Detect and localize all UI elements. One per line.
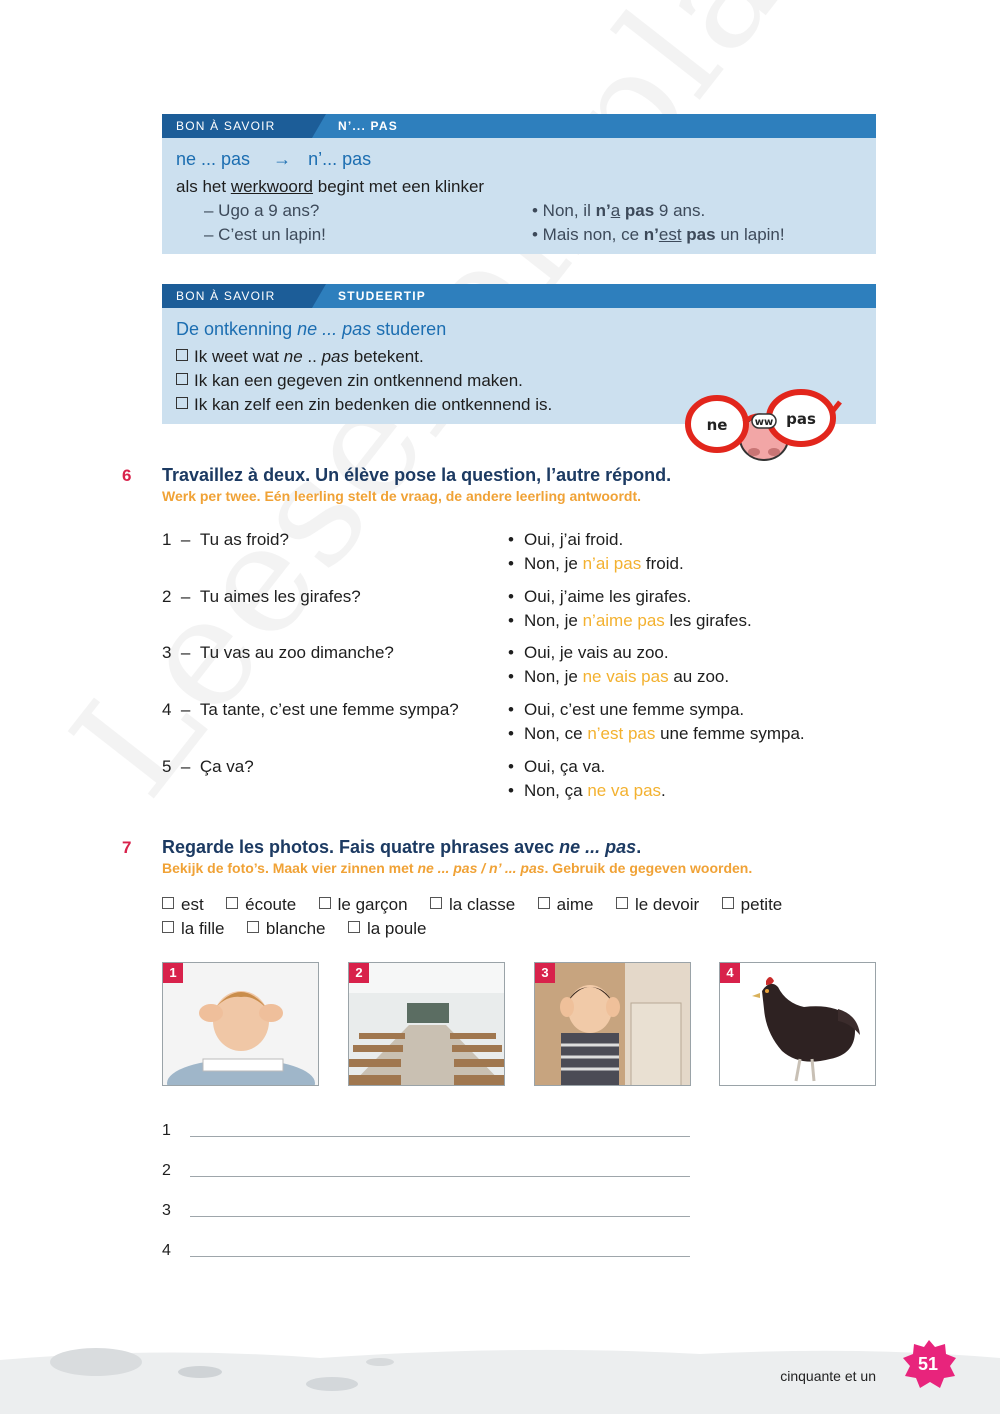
exercise-subtitle: Werk per twee. Eén leerling stelt de vraag, de andere leerling antwoordt. bbox=[162, 488, 641, 504]
glasses-left-label: ne bbox=[706, 416, 728, 434]
box-title: N’... PAS bbox=[338, 119, 398, 133]
box-tag: BON À SAVOIR bbox=[162, 284, 312, 308]
boy-image bbox=[163, 963, 319, 1086]
word-option[interactable]: écoute bbox=[226, 895, 296, 915]
answer-line[interactable] bbox=[190, 1216, 690, 1217]
answer-line[interactable] bbox=[190, 1256, 690, 1257]
answer-no: • Non, je n’aime pas les girafes. bbox=[508, 611, 752, 630]
rule-right: n’... pas bbox=[308, 149, 372, 169]
exercise-title: Regarde les photos. Fais quatre phrases avec ne ... pas. bbox=[162, 837, 642, 857]
studeertip-heading: De ontkenning ne ... pas studeren bbox=[176, 319, 447, 339]
answer-line[interactable] bbox=[190, 1176, 690, 1177]
word-option[interactable]: petite bbox=[722, 895, 783, 915]
word-option[interactable]: la classe bbox=[430, 895, 515, 915]
question: 3 – Tu vas au zoo dimanche? bbox=[162, 643, 394, 662]
answer-no: • Non, ce n’est pas une femme sympa. bbox=[508, 724, 805, 743]
box-header bbox=[162, 284, 876, 308]
photo-number: 2 bbox=[349, 963, 369, 983]
photo-frustrated-boy bbox=[162, 962, 319, 1086]
exercise-number: 6 bbox=[122, 466, 132, 485]
box-tag: BON À SAVOIR bbox=[162, 114, 312, 138]
word-bank-row bbox=[162, 919, 445, 939]
line-number: 4 bbox=[162, 1242, 171, 1259]
info-box-nepas bbox=[162, 114, 876, 254]
checklist-item[interactable]: Ik kan zelf een zin bedenken die ontkennend is. bbox=[176, 395, 552, 415]
line-number: 3 bbox=[162, 1202, 171, 1219]
box-header bbox=[162, 114, 876, 138]
rule-line bbox=[176, 149, 371, 170]
arrow-icon: → bbox=[273, 149, 292, 169]
glasses-middle-label: ww bbox=[754, 417, 774, 428]
photo-black-hen bbox=[719, 962, 876, 1086]
example-answer: • Mais non, ce n’est pas un lapin! bbox=[532, 225, 785, 244]
line-number: 1 bbox=[162, 1122, 171, 1139]
answer-yes: • Oui, ça va. bbox=[508, 757, 606, 776]
answer-yes: • Oui, j’aime les girafes. bbox=[508, 587, 692, 606]
answer-no: • Non, je ne vais pas au zoo. bbox=[508, 667, 730, 686]
photo-number: 4 bbox=[720, 963, 740, 983]
answer-no: • Non, je n’ai pas froid. bbox=[508, 554, 684, 573]
checklist-item[interactable]: Ik weet wat ne .. pas betekent. bbox=[176, 347, 424, 367]
question: 5 – Ça va? bbox=[162, 757, 254, 776]
word-option[interactable]: la poule bbox=[348, 919, 427, 939]
example-question: – C’est un lapin! bbox=[204, 225, 326, 244]
answer-yes: • Oui, je vais au zoo. bbox=[508, 643, 669, 662]
photo-empty-classroom bbox=[348, 962, 505, 1086]
classroom-image bbox=[349, 963, 505, 1086]
box-title: STUDEERTIP bbox=[338, 289, 427, 303]
rule-explanation: als het werkwoord begint met een klinker bbox=[176, 177, 485, 196]
word-option[interactable]: le devoir bbox=[616, 895, 699, 915]
glasses-right-label: pas bbox=[786, 410, 816, 428]
checkbox-icon[interactable] bbox=[176, 373, 188, 385]
word-option[interactable]: blanche bbox=[247, 919, 326, 939]
word-option[interactable]: est bbox=[162, 895, 204, 915]
glasses-nose-illustration bbox=[684, 386, 844, 468]
word-bank-row bbox=[162, 895, 782, 915]
exercise-number: 7 bbox=[122, 838, 132, 857]
word-option[interactable]: aime bbox=[538, 895, 594, 915]
page-number: 51 bbox=[917, 1354, 939, 1374]
word-option[interactable]: le garçon bbox=[319, 895, 408, 915]
word-option[interactable]: la fille bbox=[162, 919, 224, 939]
question: 4 – Ta tante, c’est une femme sympa? bbox=[162, 700, 459, 719]
checklist-item[interactable]: Ik kan een gegeven zin ontkennend maken. bbox=[176, 371, 523, 391]
example-question: – Ugo a 9 ans? bbox=[204, 201, 320, 220]
girl-image bbox=[535, 963, 691, 1086]
question: 2 – Tu aimes les girafes? bbox=[162, 587, 361, 606]
line-number: 2 bbox=[162, 1162, 171, 1179]
checkbox-icon[interactable] bbox=[176, 397, 188, 409]
answer-yes: • Oui, j’ai froid. bbox=[508, 530, 624, 549]
rule-left: ne ... pas bbox=[176, 149, 251, 169]
hen-image bbox=[720, 963, 876, 1086]
photo-number: 3 bbox=[535, 963, 555, 983]
question: 1 – Tu as froid? bbox=[162, 530, 289, 549]
example-answer: • Non, il n’a pas 9 ans. bbox=[532, 201, 706, 220]
answer-no: • Non, ça ne va pas. bbox=[508, 781, 666, 800]
exercise-subtitle: Bekijk de foto’s. Maak vier zinnen met ne ... pas / n’ ... pas. Gebruik de gegeven woorden. bbox=[162, 860, 753, 876]
answer-yes: • Oui, c’est une femme sympa. bbox=[508, 700, 745, 719]
photo-number: 1 bbox=[163, 963, 183, 983]
page-number-words: cinquante et un bbox=[780, 1368, 876, 1384]
answer-line[interactable] bbox=[190, 1136, 690, 1137]
photo-girl-covering-ears bbox=[534, 962, 691, 1086]
exercise-title: Travaillez à deux. Un élève pose la question, l’autre répond. bbox=[162, 465, 672, 485]
checkbox-icon[interactable] bbox=[176, 349, 188, 361]
